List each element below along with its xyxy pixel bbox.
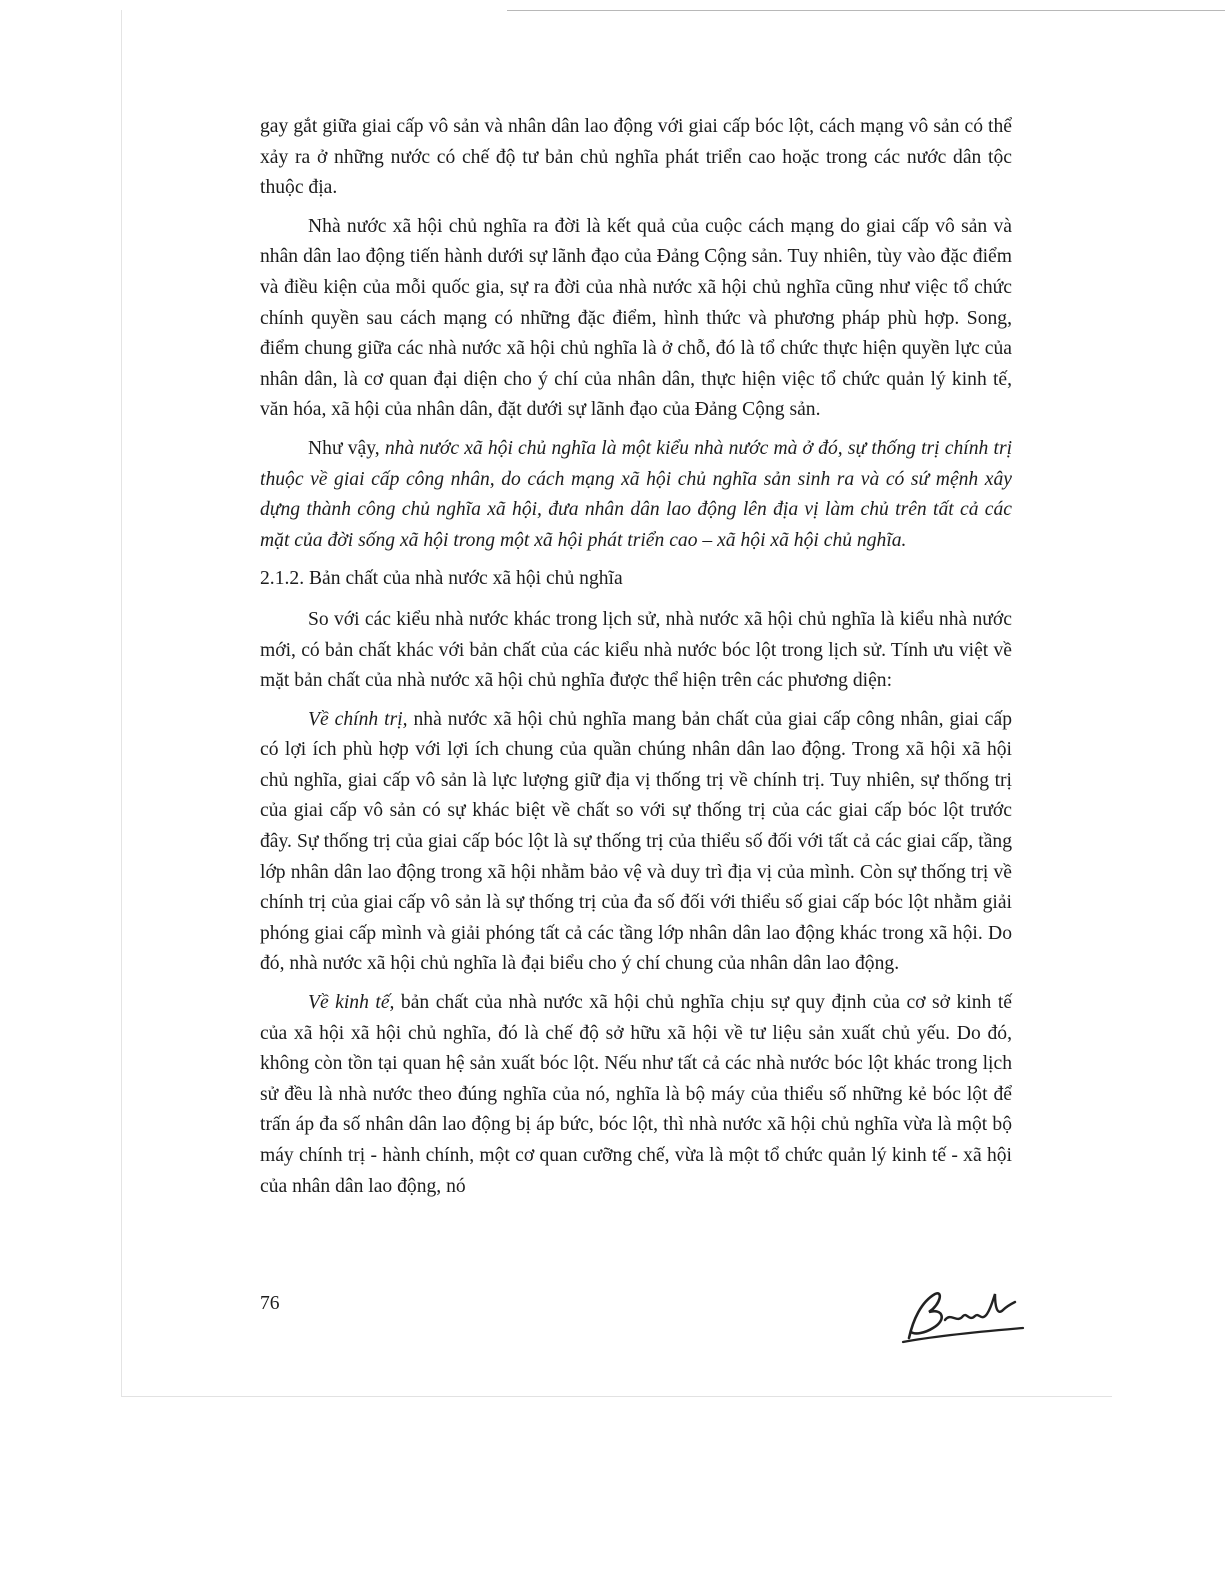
section-heading: 2.1.2. Bản chất của nhà nước xã hội chủ nghĩa: [260, 568, 623, 590]
paragraph-6-lead: Về kinh tế,: [308, 992, 395, 1014]
paragraph-3-lead: Như vậy,: [308, 437, 385, 459]
scanned-page: [121, 10, 1112, 1397]
definition-italic: nhà nước xã hội chủ nghĩa là một kiểu nhà nước mà ở đó, sự thống trị chính trị thuộc về giai cấp công nhân, do cách mạng xã hội chủ nghĩa sản sinh ra và có sứ mệnh xây dựng thành công chủ nghĩa xã hội, đưa nhân dân lao động lên địa vị làm chủ trên tất cả các mặt của đời sống xã hội trong một xã hội phát triển cao – xã hội xã hội chủ nghĩa.: [260, 437, 1013, 551]
paragraph-3: [260, 434, 1012, 556]
page-top-edge: [507, 10, 1225, 11]
page-number: 76: [260, 1293, 280, 1314]
paragraph-2: Nhà nước xã hội chủ nghĩa ra đời là kết quả của cuộc cách mạng do giai cấp vô sản và nhân dân lao động tiến hành dưới sự lãnh đạo của Đảng Cộng sản. Tuy nhiên, tùy vào đặc điểm và điều kiện của mỗi quốc gia, sự ra đời của nhà nước xã hội chủ nghĩa cũng như việc tổ chức chính quyền sau cách mạng có những đặc điểm, hình thức và phương pháp phù hợp. Song, điểm chung giữa các nhà nước xã hội chủ nghĩa là ở chỗ, đó là tổ chức thực hiện quyền lực của nhân dân, là cơ quan đại diện cho ý chí của nhân dân, thực hiện việc tổ chức quản lý kinh tế, văn hóa, xã hội của nhân dân, đặt dưới sự lãnh đạo của Đảng Cộng sản.: [260, 215, 1012, 421]
paragraph-5: [260, 705, 1012, 980]
paragraph-4: So với các kiểu nhà nước khác trong lịch sử, nhà nước xã hội chủ nghĩa là kiểu nhà nước mới, có bản chất khác với bản chất của các kiểu nhà nước bóc lột trong lịch sử. Tính ưu việt về mặt bản chất của nhà nước xã hội chủ nghĩa được thể hiện trên các phương diện:: [260, 608, 1012, 692]
paragraph-5-lead: Về chính trị,: [308, 708, 408, 730]
paragraph-6: [260, 988, 1012, 1202]
paragraph-6-body: bản chất của nhà nước xã hội chủ nghĩa chịu sự quy định của cơ sở kinh tế của xã hội xã hội chủ nghĩa, đó là chế độ sở hữu xã hội về tư liệu sản xuất chủ yếu. Do đó, không còn tồn tại quan hệ sản xuất bóc lột. Nếu như tất cả các nhà nước bóc lột khác trong lịch sử đều là nhà nước theo đúng nghĩa của nó, nghĩa là bộ máy của thiểu số những kẻ bóc lột để trấn áp đa số nhân dân lao động bị áp bức, bóc lột, thì nhà nước xã hội chủ nghĩa vừa là một bộ máy chính trị - hành chính, một cơ quan cưỡng chế, vừa là một tổ chức quản lý kinh tế - xã hội của nhân dân lao động, nó: [260, 992, 1012, 1197]
signature-icon: [895, 1280, 1027, 1350]
body-text: [260, 112, 1012, 1210]
paragraph-1: gay gắt giữa giai cấp vô sản và nhân dân lao động với giai cấp bóc lột, cách mạng vô sản có thể xảy ra ở những nước có chế độ tư bản chủ nghĩa phát triển cao hoặc trong các nước dân tộc thuộc địa.: [260, 116, 1012, 199]
paragraph-5-body: nhà nước xã hội chủ nghĩa mang bản chất của giai cấp công nhân, giai cấp có lợi ích phù hợp với lợi ích chung của quần chúng nhân dân lao động. Trong xã hội xã hội chủ nghĩa, giai cấp vô sản là lực lượng giữ địa vị thống trị về chính trị. Tuy nhiên, sự thống trị của giai cấp vô sản có sự khác biệt về chất so với sự thống trị của các giai cấp bóc lột trước đây. Sự thống trị của giai cấp bóc lột là sự thống trị của thiểu số đối với tất cả các giai cấp, tầng lớp nhân dân lao động trong xã hội nhằm bảo vệ và duy trì địa vị của mình. Còn sự thống trị về chính trị của giai cấp vô sản là sự thống trị của đa số đối với thiểu số giai cấp bóc lột nhằm giải phóng giai cấp mình và giải phóng tất cả các tầng lớp nhân dân lao động khác trong xã hội. Do đó, nhà nước xã hội chủ nghĩa là đại biểu cho ý chí chung của nhân dân lao động.: [260, 708, 1012, 975]
